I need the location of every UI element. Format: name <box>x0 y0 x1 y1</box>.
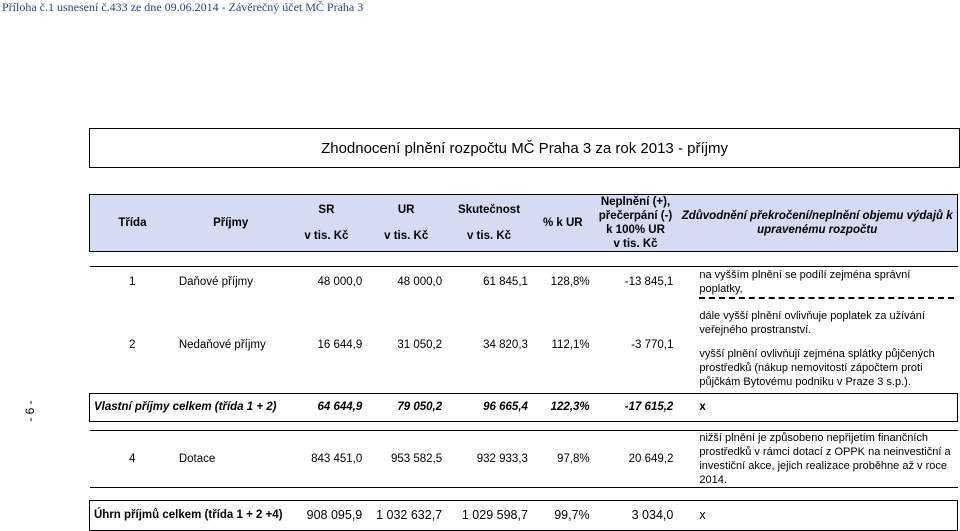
cell-diff: -13 845,1 <box>594 267 678 297</box>
col-header-trida: Třída <box>90 195 175 252</box>
divider <box>699 297 953 309</box>
subtotal-row <box>90 393 958 421</box>
cell-skutecnost: 932 933,3 <box>446 430 532 487</box>
cell-sr: 48 000,0 <box>287 267 367 297</box>
cell-label: Vlastní příjmy celkem (třída 1 + 2) <box>90 393 287 421</box>
col-header-ur <box>366 195 446 252</box>
cell-diff: -17 615,2 <box>594 393 678 421</box>
document-header: Příloha č.1 usnesení č.433 ze dne 09.06.2014 - Závěrečný účet MČ Praha 3 <box>2 0 364 14</box>
cell-skutecnost: 34 820,3 <box>483 338 528 351</box>
cell-trida: 2 <box>128 338 136 351</box>
cell-diff: 20 649,2 <box>594 430 678 487</box>
note-b: vyšší plnění ovlivňují zejména splátky půjčených prostředků (nákup nemovitostí zápočtem proti půjčkám Bytovému podniku v Praze 3 s.p.). <box>699 347 935 388</box>
cell-note <box>677 297 957 394</box>
col-header-prijmy: Příjmy <box>175 195 287 252</box>
cell-sr: 908 095,9 <box>287 500 367 530</box>
cell-sr: 16 644,9 <box>317 338 363 351</box>
cell-diff: -3 770,1 <box>631 338 674 351</box>
col-header-sr-label: SR <box>318 204 335 216</box>
col-header-pct: % k UR <box>532 195 594 252</box>
page-title <box>89 128 960 168</box>
col-header-neplneni-1: Neplnění (+), <box>600 196 671 208</box>
cell-skutecnost: 61 845,1 <box>446 267 532 297</box>
cell-pct: 97,8% <box>532 430 594 487</box>
cell-ur: 48 000,0 <box>366 267 446 297</box>
cell-pct: 99,7% <box>532 500 594 530</box>
cell-prijmy: Dotace <box>175 430 287 487</box>
table-row <box>90 267 958 297</box>
table-row <box>90 297 958 394</box>
page-number: - 6 - <box>23 400 37 422</box>
col-header-sr-unit: v tis. Kč <box>304 230 349 242</box>
col-header-skutecnost-label: Skutečnost <box>458 204 521 216</box>
col-header-neplneni <box>594 195 678 252</box>
cell-note: na vyšším plnění se podílí zejména správní poplatky, <box>677 267 957 297</box>
cell-note: x <box>677 500 957 530</box>
cell-ur: 31 050,2 <box>397 338 443 351</box>
cell-skutecnost: 1 029 598,7 <box>446 500 532 530</box>
col-header-skutecnost <box>446 195 532 252</box>
cell-sr: 843 451,0 <box>287 430 367 487</box>
cell-ur: 79 050,2 <box>366 393 446 421</box>
table-row <box>90 430 958 487</box>
cell-note: x <box>677 393 957 421</box>
note-a: dále vyšší plnění ovlivňuje poplatek za užívání veřejného prostranství. <box>699 309 925 336</box>
cell-pct: 122,3% <box>532 393 594 421</box>
col-header-neplneni-2: přečerpání (-) <box>598 210 673 222</box>
cell-trida: 4 <box>90 430 175 487</box>
cell-diff: 3 034,0 <box>594 500 678 530</box>
cell-prijmy: Nedaňové příjmy <box>178 338 266 351</box>
col-header-skutecnost-unit: v tis. Kč <box>466 230 512 242</box>
cell-pct: 128,8% <box>532 267 594 297</box>
col-header-neplneni-4: v tis. Kč <box>613 238 658 250</box>
cell-sr: 64 644,9 <box>287 393 367 421</box>
col-header-zduvodneni-1: Zdůvodnění překročení/neplnění objemu výdajů k <box>681 210 953 222</box>
col-header-zduvodneni <box>677 195 957 252</box>
col-header-ur-label: UR <box>397 204 415 216</box>
cell-note: nižší plnění je způsobeno nepřijetím finančních prostředků v rámci dotací z OPPK na neinvestiční a investiční akce, jejich realizace proběhne až v roce 2014. <box>677 430 957 487</box>
col-header-neplneni-3: k 100% UR <box>606 224 665 236</box>
col-header-ur-unit: v tis. Kč <box>384 230 429 242</box>
cell-prijmy: Daňové příjmy <box>175 267 287 297</box>
cell-ur: 1 032 632,7 <box>366 500 446 530</box>
col-header-zduvodneni-2: upravenému rozpočtu <box>757 224 878 236</box>
cell-pct: 112,1% <box>551 338 590 351</box>
budget-table <box>89 194 958 531</box>
cell-ur: 953 582,5 <box>366 430 446 487</box>
col-header-sr <box>287 195 367 252</box>
total-row <box>90 500 958 530</box>
cell-label: Úhrn příjmů celkem (třída 1 + 2 +4) <box>90 500 287 530</box>
title-text: Zhodnocení plnění rozpočtu MČ Praha 3 za rok 2013 - příjmy <box>321 139 728 157</box>
cell-skutecnost: 96 665,4 <box>446 393 532 421</box>
cell-trida: 1 <box>90 267 175 297</box>
table-header-row <box>90 195 958 252</box>
